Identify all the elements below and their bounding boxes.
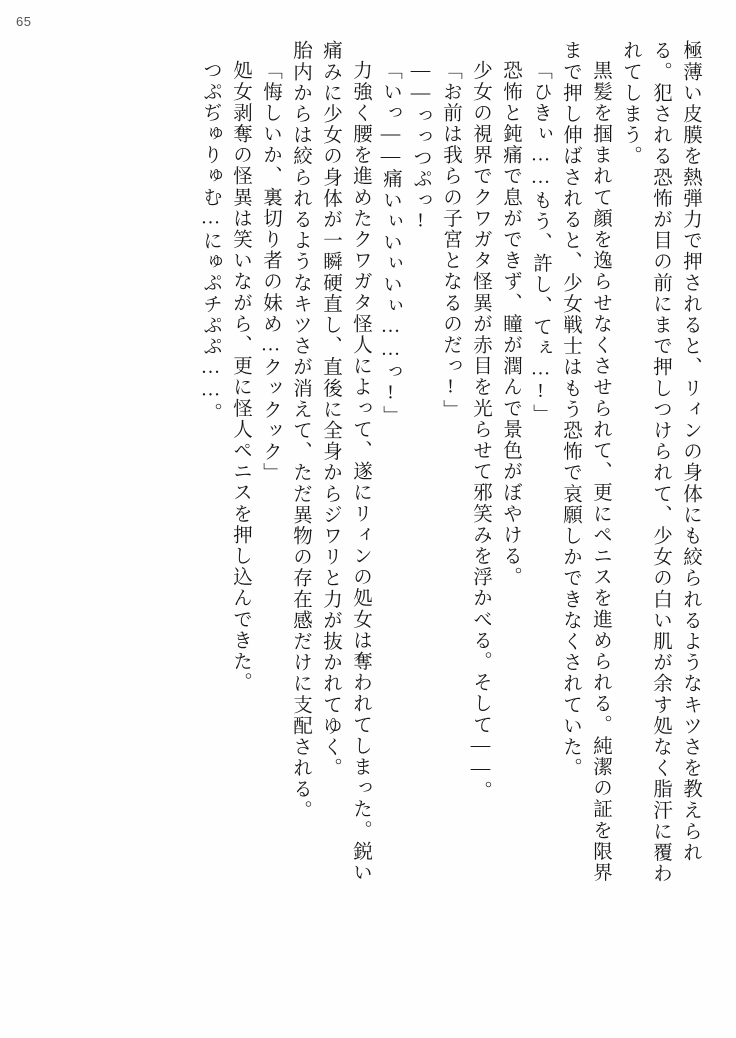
- page-number: 65: [16, 14, 32, 29]
- text-column: 胎内からは絞られるようなキツさが消えて、ただ異物の存在感だけに支配される。: [290, 40, 311, 821]
- vertical-text-body: [40, 40, 700, 1002]
- text-column: れてしまう。: [620, 40, 641, 167]
- text-column: ――っっつぷっ!: [410, 60, 431, 234]
- text-column: 極薄い皮膜を熱弾力で押されると、リィンの身体にも絞られるようなキツさを教えられ: [680, 40, 701, 863]
- text-column: 処女剥奪の怪異は笑いながら、更に怪人ペニスを押し込んできた。: [230, 60, 251, 693]
- text-column: 「ひきぃ……もう、許し、てぇ…!」: [530, 60, 551, 425]
- text-column: 痛みに少女の身体が一瞬硬直し、直後に全身からジワリと力が抜かれてゆく。: [320, 40, 341, 779]
- text-column: 黒髪を掴まれて顔を逸らせなくさせられて、更にペニスを進められる。純潔の証を限界: [590, 60, 611, 883]
- text-column: つぷぢゅりゅむ…にゅぷチぷぷ……。: [200, 60, 221, 424]
- text-column: る。犯される恐怖が目の前にまで押しつけられて、少女の白い肌が余す処なく脂汗に覆わ: [650, 40, 671, 884]
- text-column: 「悔しいか、裏切り者の妹め…クックック」: [260, 60, 281, 484]
- text-column: 「いっ――痛いぃいぃいぃ……っ!」: [380, 60, 401, 427]
- text-column: まで押し伸ばされると、少女戦士はもう恐怖で哀願しかできなくされていた。: [560, 40, 581, 779]
- text-column: 少女の視界でクワガタ怪異が赤目を光らせて邪笑みを浮かべる。そして――。: [470, 60, 491, 802]
- text-column: 「お前は我らの子宮となるのだっ!」: [440, 60, 461, 421]
- text-column: 力強く腰を進めたクワガタ怪人によって、遂にリィンの処女は奪われてしまった。鋭い: [350, 60, 371, 883]
- text-column: 恐怖と鈍痛で息ができず、瞳が潤んで景色がぼやける。: [500, 60, 521, 588]
